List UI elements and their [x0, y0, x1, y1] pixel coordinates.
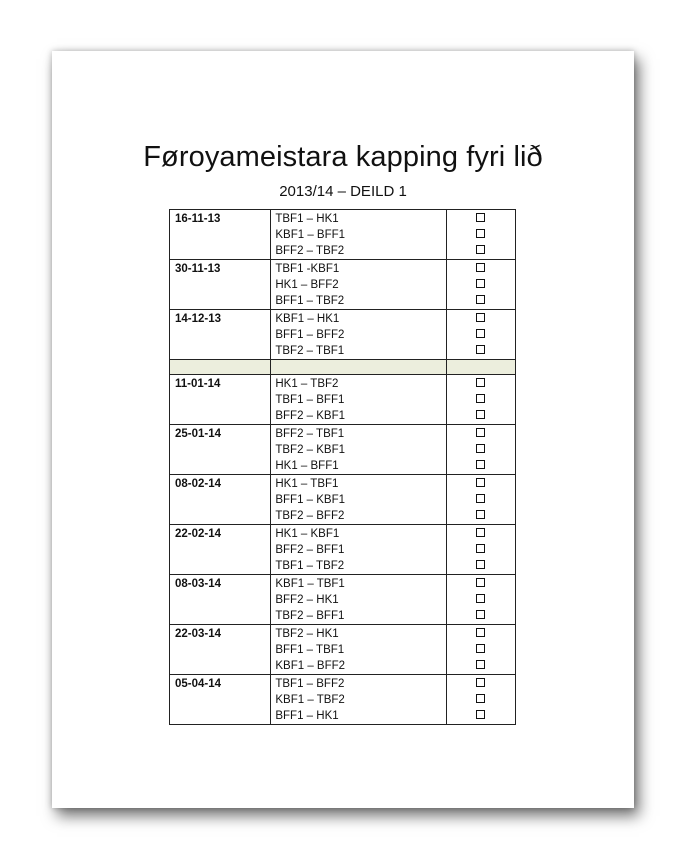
checkbox-icon[interactable]: [476, 378, 485, 387]
checkbox-icon[interactable]: [476, 394, 485, 403]
checkbox-icon[interactable]: [476, 510, 485, 519]
match-list: [271, 310, 447, 360]
checkbox-line: [447, 708, 515, 724]
round-row: [170, 210, 516, 260]
match-item: TBF2 – BFF2: [275, 510, 345, 522]
round-date: 25-01-14: [170, 425, 271, 475]
match-item: BFF1 – TBF2: [275, 295, 345, 307]
checkbox-column: [446, 310, 515, 360]
checkbox-line: [447, 476, 515, 492]
document-title: Føroyameistara kapping fyri lið: [143, 141, 543, 173]
match-item: TBF2 – TBF1: [275, 345, 345, 357]
match-item: KBF1 – BFF1: [275, 229, 346, 241]
match-item: HK1 – BFF2: [275, 279, 339, 291]
round-row: [170, 425, 516, 475]
checkbox-column: [446, 475, 515, 525]
round-row: [170, 525, 516, 575]
checkbox-line: [447, 311, 515, 327]
checkbox-line: [447, 458, 515, 474]
round-date: 14-12-13: [170, 310, 271, 360]
match-item: HK1 – BFF1: [275, 460, 339, 472]
checkbox-line: [447, 608, 515, 624]
checkbox-line: [447, 211, 515, 227]
checkbox-icon[interactable]: [476, 245, 485, 254]
match-item: TBF1 – TBF2: [275, 560, 345, 572]
checkbox-icon[interactable]: [476, 628, 485, 637]
checkbox-column: [446, 675, 515, 725]
round-date: 08-03-14: [170, 575, 271, 625]
round-row: [170, 310, 516, 360]
checkbox-line: [447, 442, 515, 458]
checkbox-icon[interactable]: [476, 494, 485, 503]
checkbox-line: [447, 676, 515, 692]
round-row: [170, 675, 516, 725]
match-item: KBF1 – TBF2: [275, 694, 345, 706]
checkbox-icon[interactable]: [476, 544, 485, 553]
match-item: TBF1 -KBF1: [275, 263, 340, 275]
match-item: HK1 – KBF1: [275, 528, 340, 540]
round-date: 22-03-14: [170, 625, 271, 675]
separator-cell: [170, 360, 271, 375]
checkbox-icon[interactable]: [476, 428, 485, 437]
separator-cell: [271, 360, 447, 375]
round-date: 22-02-14: [170, 525, 271, 575]
round-row: [170, 575, 516, 625]
checkbox-icon[interactable]: [476, 710, 485, 719]
checkbox-icon[interactable]: [476, 213, 485, 222]
checkbox-line: [447, 327, 515, 343]
round-date: 11-01-14: [170, 375, 271, 425]
checkbox-icon[interactable]: [476, 610, 485, 619]
schedule-body: [170, 210, 516, 725]
match-item: TBF2 – HK1: [275, 628, 339, 640]
match-list: [271, 375, 447, 425]
checkbox-icon[interactable]: [476, 460, 485, 469]
checkbox-icon[interactable]: [476, 295, 485, 304]
match-item: TBF1 – BFF2: [275, 678, 345, 690]
checkbox-line: [447, 526, 515, 542]
separator-row: [170, 360, 516, 375]
round-date: 08-02-14: [170, 475, 271, 525]
checkbox-column: [446, 210, 515, 260]
checkbox-icon[interactable]: [476, 678, 485, 687]
checkbox-icon[interactable]: [476, 578, 485, 587]
checkbox-icon[interactable]: [476, 660, 485, 669]
match-item: HK1 – TBF2: [275, 378, 339, 390]
match-item: BFF1 – TBF1: [275, 644, 345, 656]
separator-cell: [446, 360, 515, 375]
match-item: BFF2 – KBF1: [275, 410, 346, 422]
document-page: [52, 51, 634, 808]
round-date: 30-11-13: [170, 260, 271, 310]
checkbox-icon[interactable]: [476, 229, 485, 238]
checkbox-line: [447, 408, 515, 424]
match-item: BFF1 – KBF1: [275, 494, 346, 506]
checkbox-column: [446, 525, 515, 575]
round-date: 16-11-13: [170, 210, 271, 260]
checkbox-column: [446, 425, 515, 475]
match-item: BFF2 – HK1: [275, 594, 339, 606]
match-item: BFF1 – BFF2: [275, 329, 345, 341]
checkbox-line: [447, 261, 515, 277]
checkbox-line: [447, 658, 515, 674]
match-item: TBF1 – HK1: [275, 213, 339, 225]
checkbox-icon[interactable]: [476, 560, 485, 569]
round-row: [170, 475, 516, 525]
round-date: 05-04-14: [170, 675, 271, 725]
match-item: KBF1 – TBF1: [275, 578, 345, 590]
match-list: [271, 475, 447, 525]
match-list: [271, 625, 447, 675]
match-item: BFF2 – BFF1: [275, 544, 345, 556]
checkbox-line: [447, 558, 515, 574]
checkbox-icon[interactable]: [476, 329, 485, 338]
match-item: TBF1 – BFF1: [275, 394, 345, 406]
checkbox-column: [446, 625, 515, 675]
checkbox-line: [447, 392, 515, 408]
checkbox-line: [447, 508, 515, 524]
checkbox-icon[interactable]: [476, 478, 485, 487]
checkbox-icon[interactable]: [476, 263, 485, 272]
checkbox-line: [447, 343, 515, 359]
match-list: [271, 425, 447, 475]
checkbox-column: [446, 375, 515, 425]
match-item: TBF2 – KBF1: [275, 444, 346, 456]
match-list: [271, 210, 447, 260]
checkbox-line: [447, 426, 515, 442]
round-row: [170, 260, 516, 310]
checkbox-line: [447, 492, 515, 508]
checkbox-icon[interactable]: [476, 313, 485, 322]
checkbox-icon[interactable]: [476, 528, 485, 537]
checkbox-line: [447, 576, 515, 592]
document-subtitle: 2013/14 – DEILD 1: [279, 183, 407, 200]
round-row: [170, 625, 516, 675]
checkbox-line: [447, 592, 515, 608]
checkbox-icon[interactable]: [476, 644, 485, 653]
match-item: BFF1 – HK1: [275, 710, 339, 722]
match-item: TBF2 – BFF1: [275, 610, 345, 622]
round-row: [170, 375, 516, 425]
checkbox-line: [447, 227, 515, 243]
checkbox-icon[interactable]: [476, 279, 485, 288]
checkbox-icon[interactable]: [476, 345, 485, 354]
match-item: BFF2 – TBF1: [275, 428, 345, 440]
checkbox-line: [447, 243, 515, 259]
checkbox-line: [447, 692, 515, 708]
checkbox-icon[interactable]: [476, 694, 485, 703]
checkbox-column: [446, 575, 515, 625]
checkbox-icon[interactable]: [476, 594, 485, 603]
match-item: BFF2 – TBF2: [275, 245, 345, 257]
checkbox-column: [446, 260, 515, 310]
schedule-table: [169, 209, 516, 725]
match-list: [271, 675, 447, 725]
checkbox-line: [447, 642, 515, 658]
match-list: [271, 525, 447, 575]
checkbox-line: [447, 626, 515, 642]
checkbox-line: [447, 542, 515, 558]
match-list: [271, 260, 447, 310]
checkbox-icon[interactable]: [476, 444, 485, 453]
checkbox-icon[interactable]: [476, 410, 485, 419]
checkbox-line: [447, 277, 515, 293]
match-item: KBF1 – BFF2: [275, 660, 346, 672]
checkbox-line: [447, 376, 515, 392]
checkbox-line: [447, 293, 515, 309]
match-item: KBF1 – HK1: [275, 313, 340, 325]
match-list: [271, 575, 447, 625]
match-item: HK1 – TBF1: [275, 478, 339, 490]
